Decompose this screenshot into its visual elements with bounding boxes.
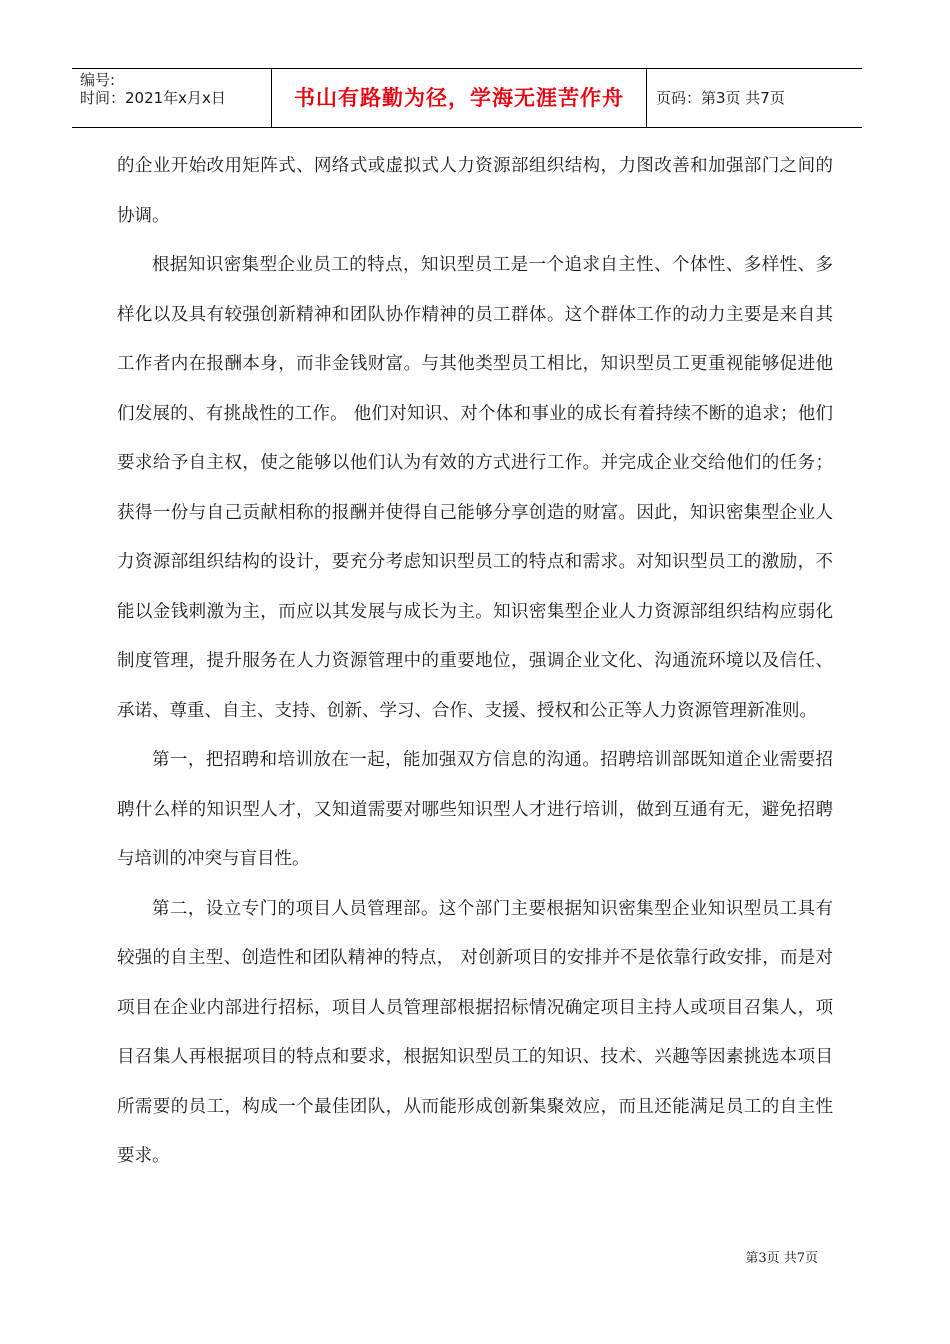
header-motto: 书山有路勤为径，学海无涯苦作舟 xyxy=(272,69,647,127)
page-header xyxy=(72,68,862,128)
document-number-label: 编号: xyxy=(80,71,116,89)
page-footer: 第3页 共7页 xyxy=(745,1251,818,1266)
header-meta xyxy=(72,69,272,127)
document-date: 时间：2021年x月x日 xyxy=(80,89,226,107)
paragraph: 根据知识密集型企业员工的特点，知识型员工是一个追求自主性、个体性、多样性、多样化以及具有较强创新精神和团队协作精神的员工群体。这个群体工作的动力主要是来自其工作者内在报酬本身，而非金钱财富。与其他类型员工相比，知识型员工更重视能够促进他们发展的、有挑战性的工作。 他们对知识、对个体和事业的成长有着持续不断的追求；他们要求给予自主权，使之能够以他们认为有效的方式进行工作。并完成企业交给他们的任务；获得一份与自己贡献相称的报酬并使得自己能够分享创造的财富。因此，知识密集型企业人力资源部组织结构的设计，要充分考虑知识型员工的特点和需求。对知识型员工的激励，不能以金钱刺激为主，而应以其发展与成长为主。知识密集型企业人力资源部组织结构应弱化制度管理，提升服务在人力资源管理中的重要地位，强调企业文化、沟通流环境以及信任、承诺、尊重、自主、支持、创新、学习、合作、支援、授权和公正等人力资源管理新准则。 xyxy=(117,255,833,721)
header-page-info: 页码：第3页 共7页 xyxy=(656,89,785,107)
document-body xyxy=(117,142,833,1182)
paragraph: 第一，把招聘和培训放在一起，能加强双方信息的沟通。招聘培训部既知道企业需要招聘什么样的知识型人才，又知道需要对哪些知识型人才进行培训，做到互通有无，避免招聘与培训的冲突与盲目性。 xyxy=(117,750,833,869)
paragraph: 的企业开始改用矩阵式、网络式或虚拟式人力资源部组织结构，力图改善和加强部门之间的协调。 xyxy=(117,156,833,226)
paragraph: 第二，设立专门的项目人员管理部。这个部门主要根据知识密集型企业知识型员工具有较强的自主型、创造性和团队精神的特点， 对创新项目的安排并不是依靠行政安排，而是对项目在企业内部进行招标，项目人员管理部根据招标情况确定项目主持人或项目召集人，项目召集人再根据项目的特点和要求，根据知识型员工的知识、技术、兴趣等因素挑选本项目所需要的员工，构成一个最佳团队，从而能形成创新集聚效应，而且还能满足员工的自主性要求。 xyxy=(117,898,833,1166)
